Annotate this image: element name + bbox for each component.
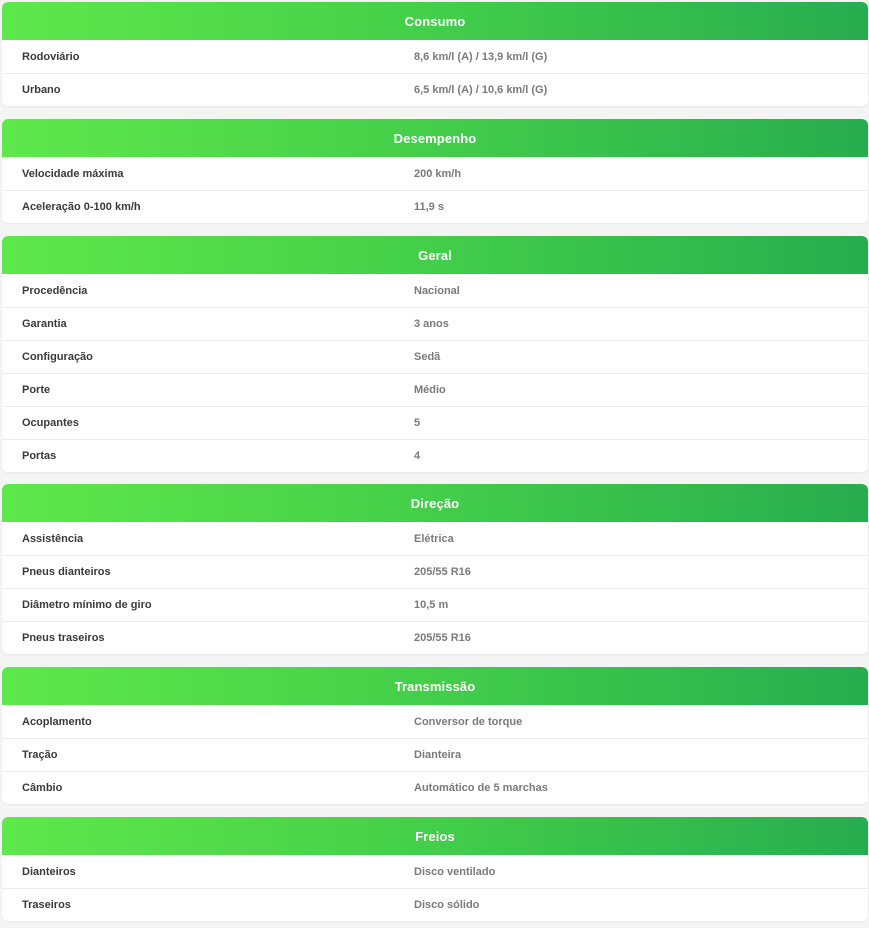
section-title: Transmissão — [394, 678, 476, 694]
spec-label: Porte — [22, 384, 51, 396]
spec-label: Traseiros — [22, 899, 71, 911]
section-title: Desempenho — [393, 130, 477, 146]
spec-row — [2, 190, 868, 223]
spec-value: 3 anos — [414, 318, 449, 330]
spec-value: Disco sólido — [414, 899, 480, 911]
spec-label: Procedência — [22, 284, 88, 297]
section-header — [2, 667, 868, 705]
spec-value: 205/55 R16 — [414, 566, 471, 578]
spec-label: Configuração — [22, 351, 93, 363]
spec-label: Câmbio — [22, 782, 63, 794]
spec-label: Pneus traseiros — [22, 632, 105, 644]
spec-value: 200 km/h — [414, 167, 462, 180]
section-title: Consumo — [404, 13, 466, 29]
spec-label: Pneus dianteiros — [22, 566, 111, 578]
section-title: Geral — [418, 247, 452, 263]
spec-row — [2, 274, 868, 307]
spec-table — [2, 157, 868, 223]
section-header — [2, 236, 868, 274]
spec-value: 8,6 km/l (A) / 13,9 km/l (G) — [414, 50, 548, 63]
spec-value: Nacional — [414, 284, 460, 297]
spec-table — [2, 855, 868, 921]
spec-row — [2, 705, 868, 738]
spec-label: Portas — [22, 450, 57, 462]
spec-section — [2, 119, 868, 223]
spec-value: Conversor de torque — [414, 715, 523, 728]
spec-row — [2, 73, 868, 106]
section-header — [2, 119, 868, 157]
spec-table — [2, 40, 868, 106]
spec-label: Aceleração 0-100 km/h — [22, 201, 141, 213]
spec-label: Rodoviário — [22, 50, 80, 63]
section-title: Direção — [410, 495, 460, 511]
spec-value: Sedã — [414, 351, 441, 363]
spec-label: Garantia — [22, 318, 67, 330]
spec-label: Ocupantes — [22, 417, 79, 429]
spec-row — [2, 888, 868, 921]
spec-value: Elétrica — [414, 532, 454, 545]
spec-label: Velocidade máxima — [22, 167, 124, 180]
spec-section — [2, 484, 868, 654]
spec-table — [2, 274, 868, 472]
section-title: Freios — [415, 828, 455, 844]
spec-row — [2, 373, 868, 406]
spec-section — [2, 2, 868, 106]
spec-label: Tração — [22, 749, 58, 761]
spec-row — [2, 340, 868, 373]
spec-row — [2, 439, 868, 472]
spec-row — [2, 588, 868, 621]
spec-value: Disco ventilado — [414, 865, 496, 878]
spec-value: 10,5 m — [414, 599, 449, 611]
spec-label: Diâmetro mínimo de giro — [22, 599, 152, 611]
spec-value: 205/55 R16 — [414, 632, 471, 644]
spec-row — [2, 771, 868, 804]
spec-row — [2, 307, 868, 340]
spec-row — [2, 621, 868, 654]
spec-row — [2, 406, 868, 439]
spec-section — [2, 817, 868, 921]
spec-label: Acoplamento — [22, 715, 92, 728]
spec-section — [2, 236, 868, 472]
spec-value: 11,9 s — [414, 201, 444, 213]
spec-row — [2, 157, 868, 190]
section-header — [2, 2, 868, 40]
spec-value: 6,5 km/l (A) / 10,6 km/l (G) — [414, 84, 548, 96]
spec-table — [2, 522, 868, 654]
spec-value: Dianteira — [414, 749, 462, 761]
section-header — [2, 817, 868, 855]
spec-value: Médio — [414, 384, 446, 396]
spec-label: Dianteiros — [22, 865, 76, 878]
spec-value: Automático de 5 marchas — [414, 782, 548, 794]
spec-row — [2, 522, 868, 555]
spec-section — [2, 667, 868, 804]
spec-value: 4 — [414, 450, 421, 462]
section-header — [2, 484, 868, 522]
spec-table — [2, 705, 868, 804]
spec-value: 5 — [414, 417, 421, 429]
spec-row — [2, 555, 868, 588]
spec-label: Assistência — [22, 532, 84, 545]
spec-label: Urbano — [22, 84, 61, 96]
spec-row — [2, 40, 868, 73]
spec-row — [2, 855, 868, 888]
spec-row — [2, 738, 868, 771]
